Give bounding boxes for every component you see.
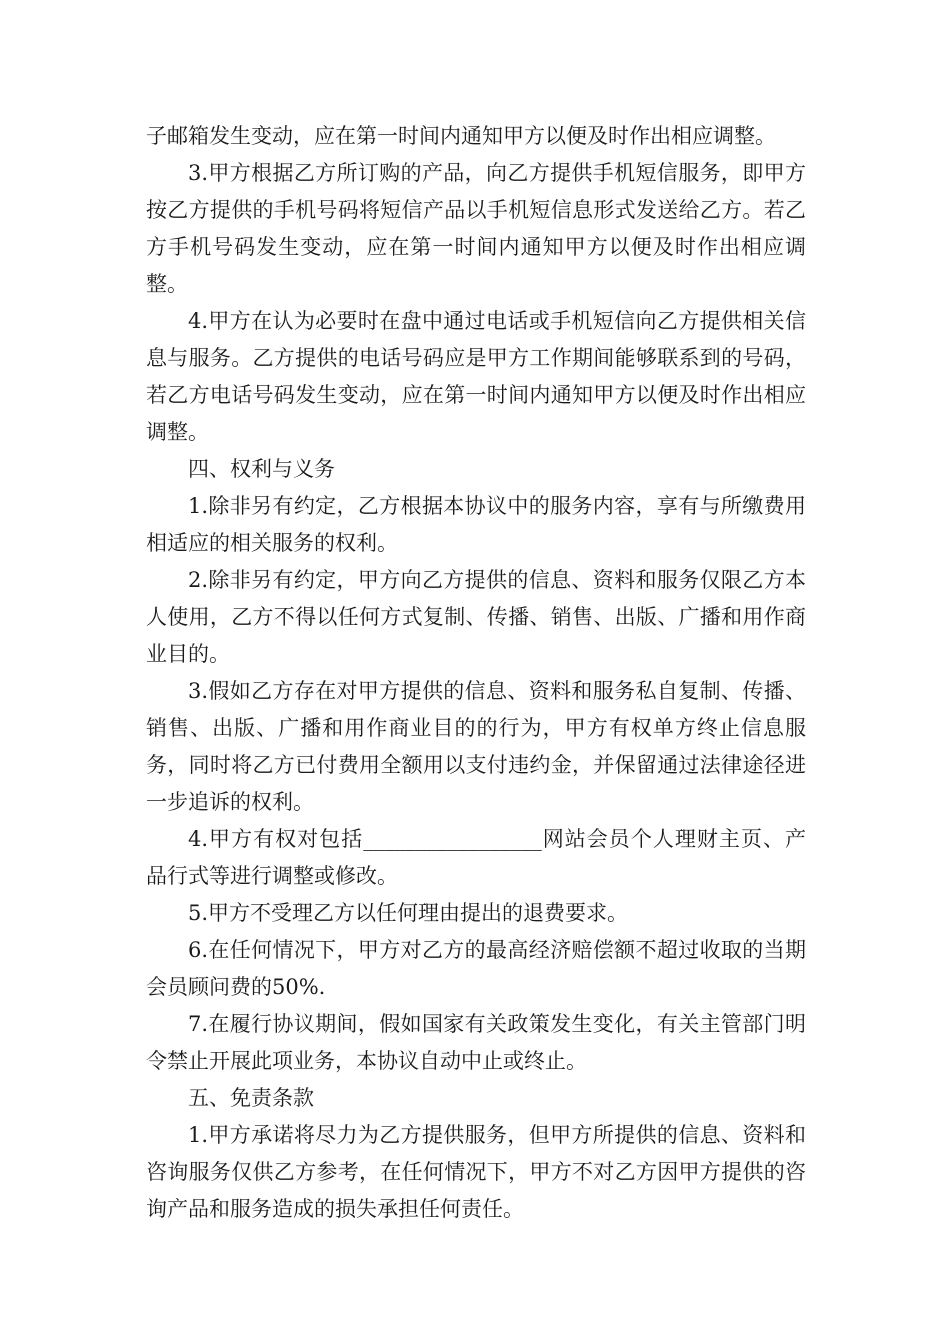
section-heading-disclaimer: 五、免责条款 <box>188 1086 314 1110</box>
rights-clause-5: 5.甲方不受理乙方以任何理由提出的退费要求。 <box>188 901 629 925</box>
clause-4-phone-service: 4.甲方在认为必要时在盘中通过电话或手机短信向乙方提供相关信息与服务。乙方提供的电话号码应是甲方工作期间能够联系到的号码，若乙方电话号码发生变动，应在第一时间内通知甲方以便及时作出相应调整。 <box>146 309 806 444</box>
rights-clause-3: 3.假如乙方存在对甲方提供的信息、资料和服务私自复制、传播、销售、出版、广播和用作商业目的的行为，甲方有权单方终止信息服务，同时将乙方已付费用全额用以支付违约金，并保留通过法律途径进一步追诉的权利。 <box>146 679 806 814</box>
clause-3-sms-service: 3.甲方根据乙方所订购的产品，向乙方提供手机短信服务，即甲方按乙方提供的手机号码将短信产品以手机短信息形式发送给乙方。若乙方手机号码发生变动，应在第一时间内通知甲方以便及时作出相应调整。 <box>146 161 806 296</box>
document-body <box>146 118 806 1228</box>
rights-clause-1: 1.除非另有约定，乙方根据本协议中的服务内容，享有与所缴费用相适应的相关服务的权利。 <box>146 494 806 555</box>
section-heading-rights: 四、权利与义务 <box>188 457 335 481</box>
rights-clause-2: 2.除非另有约定，甲方向乙方提供的信息、资料和服务仅限乙方本人使用，乙方不得以任何方式复制、传播、销售、出版、广播和用作商业目的。 <box>146 568 806 666</box>
rights-clause-7: 7.在履行协议期间，假如国家有关政策发生变化，有关主管部门明令禁止开展此项业务，本协议自动中止或终止。 <box>146 1012 806 1073</box>
disclaimer-clause-1: 1.甲方承诺将尽力为乙方提供服务，但甲方所提供的信息、资料和咨询服务仅供乙方参考，在任何情况下，甲方不对乙方因甲方提供的咨询产品和服务造成的损失承担任何责任。 <box>146 1123 806 1221</box>
paragraph-continuation: 子邮箱发生变动，应在第一时间内通知甲方以便及时作出相应调整。 <box>146 124 776 148</box>
rights-clause-4: 4.甲方有权对包括_________________网站会员个人理财主页、产品行式等进行调整或修改。 <box>146 827 806 888</box>
rights-clause-6: 6.在任何情况下，甲方对乙方的最高经济赔偿额不超过收取的当期会员顾问费的50%. <box>146 938 806 999</box>
